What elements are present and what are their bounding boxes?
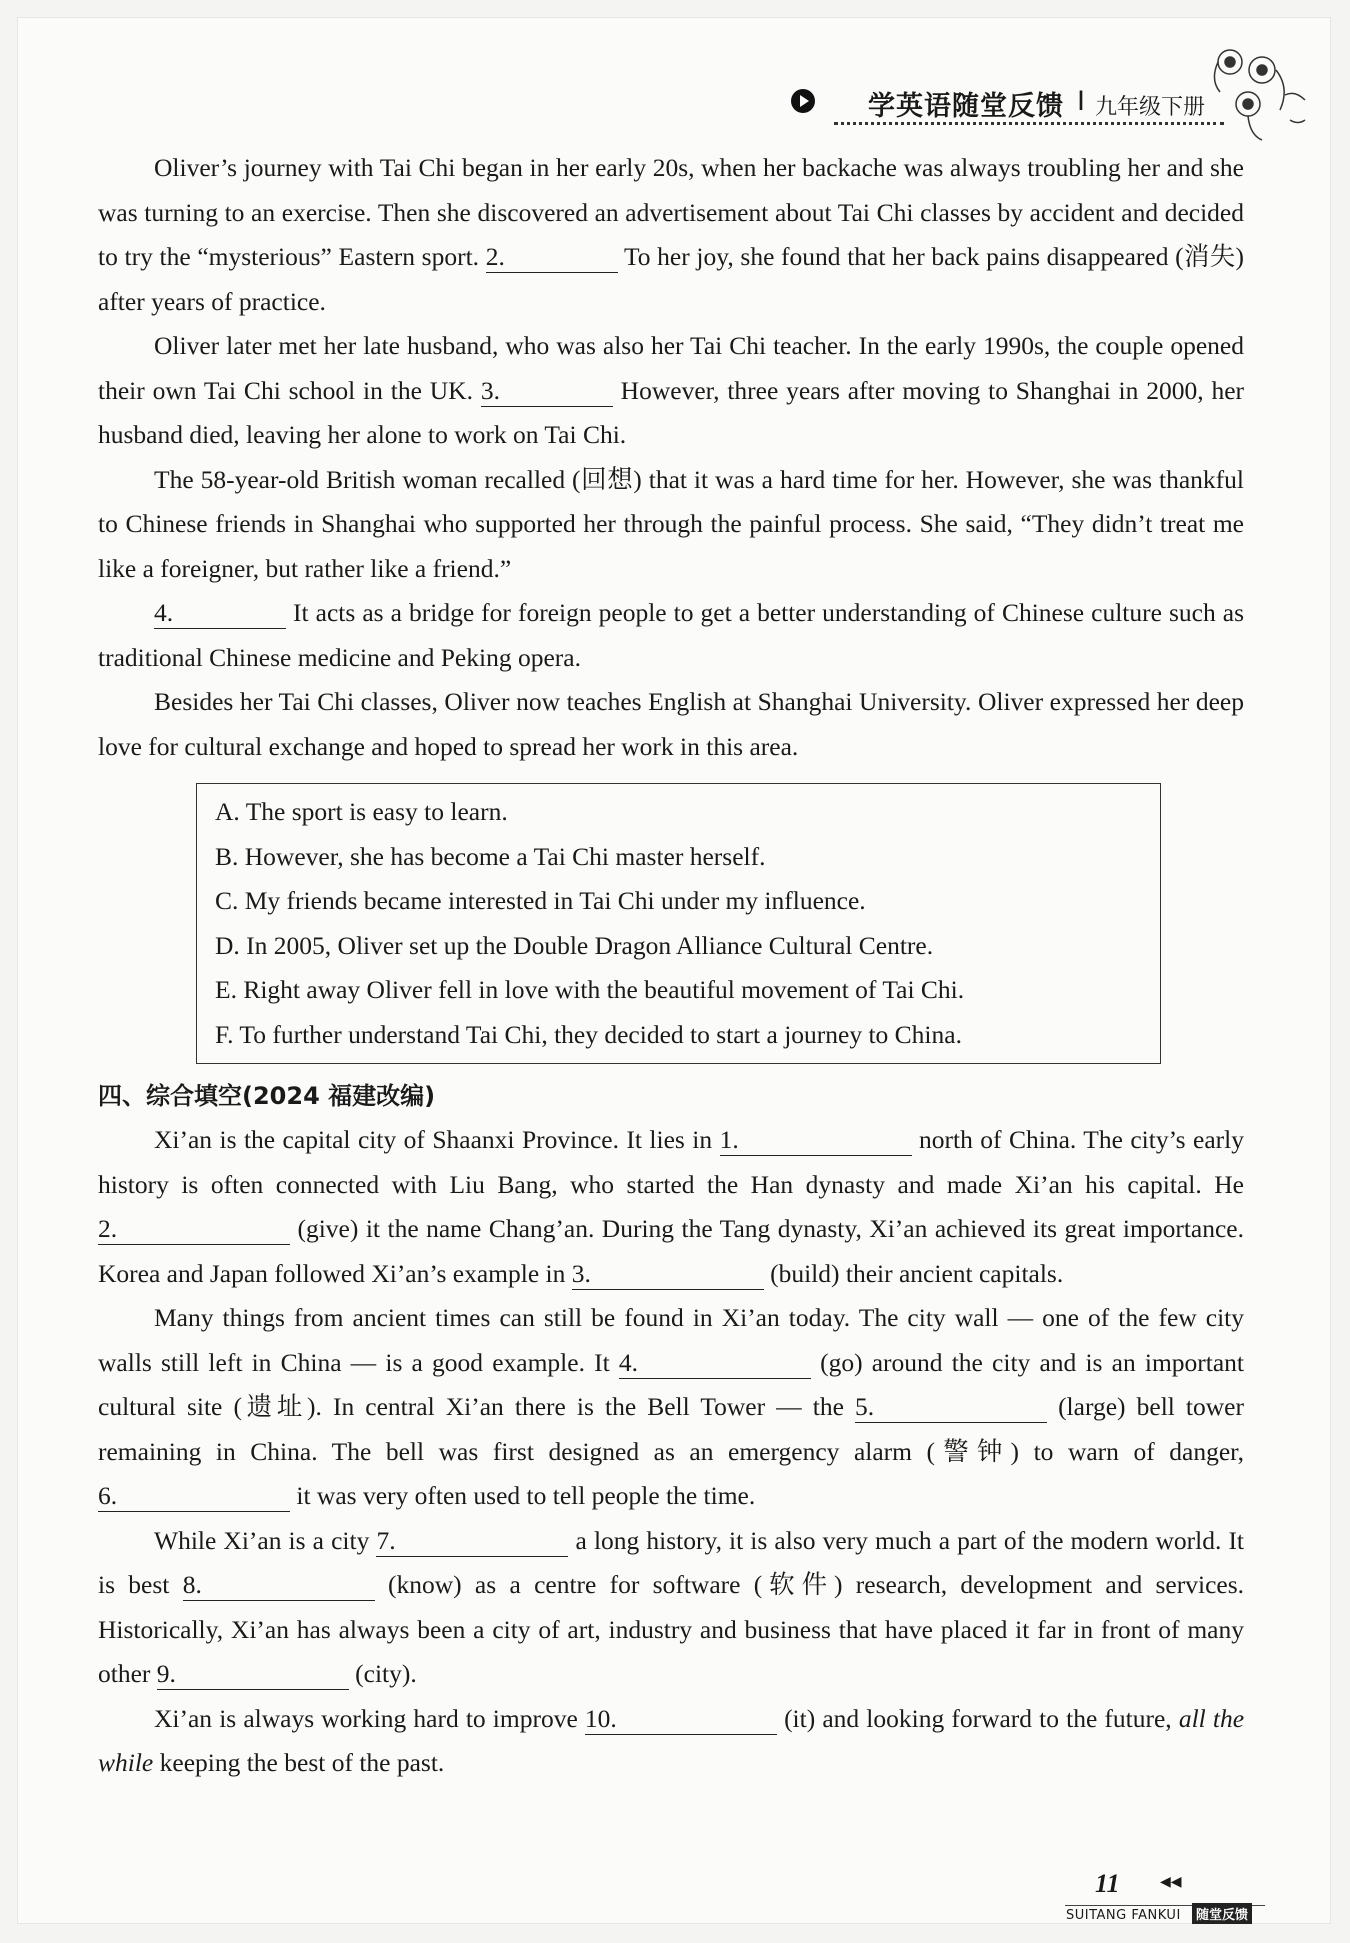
play-icon	[790, 88, 816, 114]
option-item: A. The sport is easy to learn.	[215, 797, 508, 826]
answer-blank[interactable]: 5.	[855, 1392, 1047, 1423]
answer-blank[interactable]: 3.	[572, 1259, 764, 1290]
arrows-icon: ◀◀	[1160, 1875, 1182, 1890]
flower-decoration-icon	[1200, 40, 1320, 160]
answer-blank[interactable]: 9.	[157, 1659, 349, 1690]
grade-label: 九年级下册	[1095, 95, 1206, 120]
footer-pinyin: SUITANG FANKUI	[1066, 1908, 1181, 1923]
paragraph: Xi’an is the capital city of Shaanxi Province. It lies in 1. north of China. The city’s early history is often connected with Liu Bang, who started the Han dynasty and made Xi’an his capital. He 2. (give) it the name Chang’an. During the Tang dynasty, Xi’an achieved its great importance. Korea and Japan followed Xi’an’s example in 3. (build) their ancient capitals.	[98, 1125, 1245, 1288]
section-title: 四、综合填空(2024 福建改编)	[98, 1082, 436, 1110]
answer-blank[interactable]: 2.	[486, 242, 618, 273]
answer-blank[interactable]: 1.	[720, 1125, 912, 1156]
answer-blank[interactable]: 2.	[98, 1214, 290, 1245]
answer-blank[interactable]: 6.	[98, 1481, 290, 1512]
answer-blank[interactable]: 8.	[183, 1570, 375, 1601]
option-item: F. To further understand Tai Chi, they decided to start a journey to China.	[215, 1019, 962, 1049]
page-header	[790, 82, 1240, 126]
option-item: E. Right away Oliver fell in love with the beautiful movement of Tai Chi.	[215, 975, 965, 1004]
answer-blank[interactable]: 10.	[585, 1704, 777, 1735]
answer-blank[interactable]: 3.	[481, 376, 613, 407]
paragraph: While Xi’an is a city 7. a long history, it is also very much a part of the modern world. It is best 8. (know) as a centre for software (软件) research, development and services. Historically, Xi’an has always been a city of art, industry and business that have placed it far in front of many other 9. (city).	[98, 1525, 1245, 1688]
option-item: D. In 2005, Oliver set up the Double Dragon Alliance Cultural Centre.	[215, 930, 934, 960]
answer-blank[interactable]: 4.	[154, 598, 286, 629]
answer-blank[interactable]: 7.	[376, 1526, 568, 1557]
paragraph: Many things from ancient times can still be found in Xi’an today. The city wall — one of the few city walls still left in China — is a good example. It 4. (go) around the city and is an important cultural site (遗址). In central Xi’an there is the Bell Tower — the 5. (large) bell tower remaining in China. The bell was first designed as an emergency alarm (警钟) to warn of danger, 6. it was very often used to tell people the time.	[98, 1303, 1245, 1510]
footer-badge: 随堂反馈	[1192, 1903, 1252, 1924]
header-dotted-rule	[834, 122, 1224, 125]
paragraph: The 58-year-old British woman recalled (回想) that it was a hard time for her. However, she was thankful to Chinese friends in Shanghai who supported her through the painful process. She said, “They didn’t treat me like a foreigner, but rather like a friend.”	[98, 464, 1244, 583]
option-item: B. However, she has become a Tai Chi master herself.	[215, 841, 766, 871]
options-box	[196, 783, 1161, 1064]
option-item: C. My friends became interested in Tai Chi under my influence.	[215, 886, 866, 915]
paragraph: Besides her Tai Chi classes, Oliver now teaches English at Shanghai University. Oliver expressed her deep love for cultural exchange and hoped to spread her work in this area.	[98, 687, 1244, 761]
paragraph: Oliver’s journey with Tai Chi began in her early 20s, when her backache was always troubling her and she was turning to an exercise. Then she discovered an advertisement about Tai Chi classes by accident and decided to try the “mysterious” Eastern sport. 2. To her joy, she found that her back pains disappeared (消失) after years of practice.	[98, 153, 1244, 316]
main-content	[98, 146, 1244, 1786]
book-title: 学英语随堂反馈	[868, 91, 1064, 122]
paragraph: 4. It acts as a bridge for foreign people to get a better understanding of Chinese culture such as traditional Chinese medicine and Peking opera.	[98, 598, 1245, 672]
paragraph: Oliver later met her late husband, who was also her Tai Chi teacher. In the early 1990s, the couple opened their own Tai Chi school in the UK. 3. However, three years after moving to Shanghai in 2000, her husband died, leaving her alone to work on Tai Chi.	[98, 331, 1245, 449]
answer-blank[interactable]: 4.	[619, 1348, 811, 1379]
paragraph: Xi’an is always working hard to improve 10. (it) and looking forward to the future, all the while keeping the best of the past.	[98, 1703, 1245, 1777]
page-number: 11	[1095, 1869, 1120, 1898]
header-separator: I	[1077, 86, 1085, 117]
